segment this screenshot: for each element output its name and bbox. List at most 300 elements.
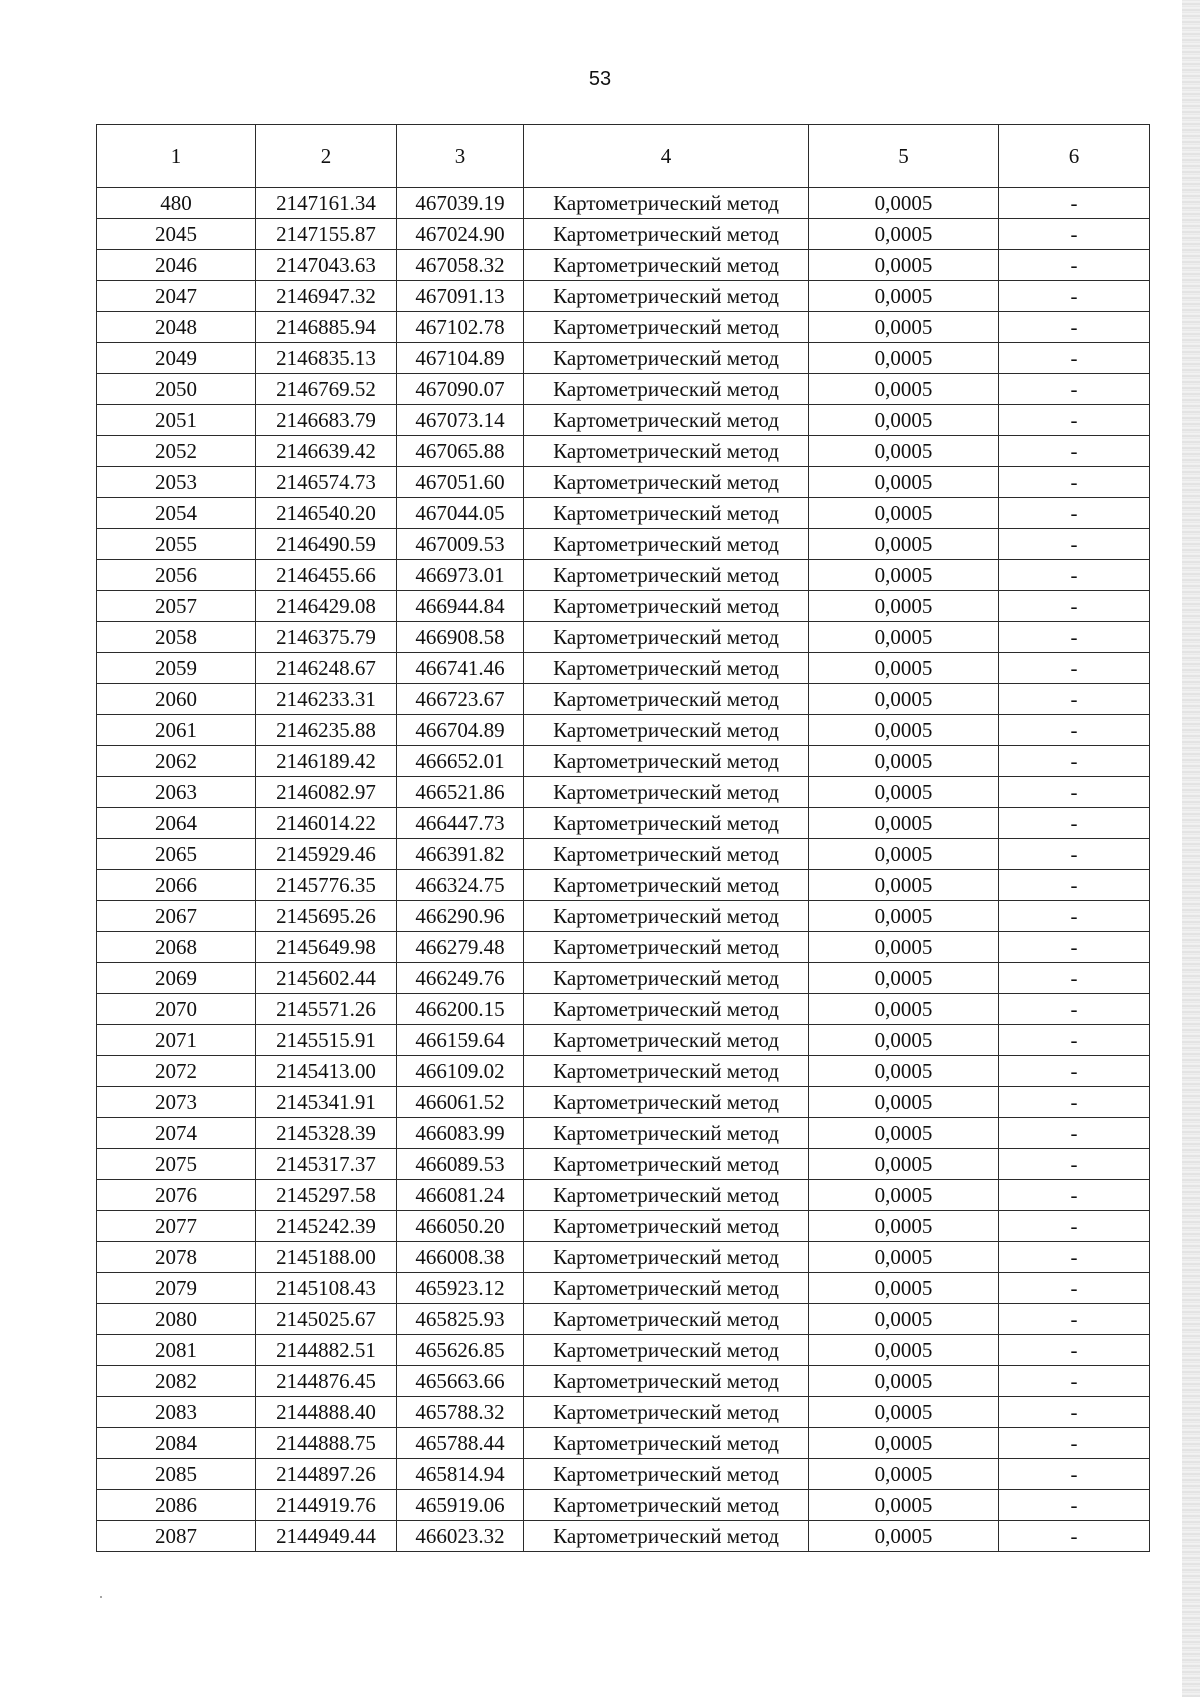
table-row [97, 1335, 1150, 1366]
point-number-cell: 2045 [97, 219, 256, 250]
method-cell: Картометрический метод [524, 498, 809, 529]
header-cell-3: 3 [397, 125, 524, 188]
point-number-cell: 2051 [97, 405, 256, 436]
note-cell: - [999, 808, 1150, 839]
y-coordinate-cell: 466159.64 [397, 1025, 524, 1056]
accuracy-cell: 0,0005 [809, 808, 999, 839]
note-cell: - [999, 653, 1150, 684]
accuracy-cell: 0,0005 [809, 1149, 999, 1180]
note-cell: - [999, 963, 1150, 994]
x-coordinate-cell: 2145571.26 [256, 994, 397, 1025]
table-row [97, 1304, 1150, 1335]
x-coordinate-cell: 2145188.00 [256, 1242, 397, 1273]
point-number-cell: 2064 [97, 808, 256, 839]
x-coordinate-cell: 2146375.79 [256, 622, 397, 653]
x-coordinate-cell: 2147161.34 [256, 188, 397, 219]
method-cell: Картометрический метод [524, 591, 809, 622]
table-row [97, 1118, 1150, 1149]
table-row [97, 1397, 1150, 1428]
method-cell: Картометрический метод [524, 715, 809, 746]
point-number-cell: 2072 [97, 1056, 256, 1087]
x-coordinate-cell: 2145515.91 [256, 1025, 397, 1056]
accuracy-cell: 0,0005 [809, 777, 999, 808]
y-coordinate-cell: 466447.73 [397, 808, 524, 839]
accuracy-cell: 0,0005 [809, 932, 999, 963]
note-cell: - [999, 1490, 1150, 1521]
table-row [97, 529, 1150, 560]
accuracy-cell: 0,0005 [809, 1521, 999, 1552]
method-cell: Картометрический метод [524, 1273, 809, 1304]
method-cell: Картометрический метод [524, 1180, 809, 1211]
scan-edge [1182, 0, 1200, 1697]
accuracy-cell: 0,0005 [809, 405, 999, 436]
method-cell: Картометрический метод [524, 1366, 809, 1397]
x-coordinate-cell: 2146540.20 [256, 498, 397, 529]
header-row [97, 125, 1150, 188]
x-coordinate-cell: 2144876.45 [256, 1366, 397, 1397]
accuracy-cell: 0,0005 [809, 715, 999, 746]
point-number-cell: 2086 [97, 1490, 256, 1521]
accuracy-cell: 0,0005 [809, 1242, 999, 1273]
table-row [97, 436, 1150, 467]
y-coordinate-cell: 466391.82 [397, 839, 524, 870]
x-coordinate-cell: 2146490.59 [256, 529, 397, 560]
note-cell: - [999, 343, 1150, 374]
x-coordinate-cell: 2145695.26 [256, 901, 397, 932]
note-cell: - [999, 188, 1150, 219]
table-row [97, 1273, 1150, 1304]
note-cell: - [999, 405, 1150, 436]
table-row [97, 405, 1150, 436]
y-coordinate-cell: 467039.19 [397, 188, 524, 219]
accuracy-cell: 0,0005 [809, 963, 999, 994]
y-coordinate-cell: 467090.07 [397, 374, 524, 405]
header-cell-5: 5 [809, 125, 999, 188]
accuracy-cell: 0,0005 [809, 684, 999, 715]
x-coordinate-cell: 2144888.40 [256, 1397, 397, 1428]
x-coordinate-cell: 2145108.43 [256, 1273, 397, 1304]
accuracy-cell: 0,0005 [809, 622, 999, 653]
method-cell: Картометрический метод [524, 405, 809, 436]
note-cell: - [999, 1459, 1150, 1490]
method-cell: Картометрический метод [524, 808, 809, 839]
point-number-cell: 2049 [97, 343, 256, 374]
method-cell: Картометрический метод [524, 746, 809, 777]
y-coordinate-cell: 467104.89 [397, 343, 524, 374]
table-row [97, 374, 1150, 405]
header-cell-6: 6 [999, 125, 1150, 188]
accuracy-cell: 0,0005 [809, 1273, 999, 1304]
accuracy-cell: 0,0005 [809, 994, 999, 1025]
point-number-cell: 2059 [97, 653, 256, 684]
table-row [97, 1211, 1150, 1242]
method-cell: Картометрический метод [524, 560, 809, 591]
table-row [97, 1459, 1150, 1490]
point-number-cell: 2061 [97, 715, 256, 746]
point-number-cell: 2068 [97, 932, 256, 963]
method-cell: Картометрический метод [524, 1459, 809, 1490]
table-row [97, 653, 1150, 684]
note-cell: - [999, 250, 1150, 281]
y-coordinate-cell: 466023.32 [397, 1521, 524, 1552]
accuracy-cell: 0,0005 [809, 312, 999, 343]
point-number-cell: 2056 [97, 560, 256, 591]
note-cell: - [999, 1025, 1150, 1056]
y-coordinate-cell: 466083.99 [397, 1118, 524, 1149]
note-cell: - [999, 994, 1150, 1025]
table-row [97, 250, 1150, 281]
accuracy-cell: 0,0005 [809, 1428, 999, 1459]
table-row [97, 1490, 1150, 1521]
x-coordinate-cell: 2146885.94 [256, 312, 397, 343]
accuracy-cell: 0,0005 [809, 560, 999, 591]
y-coordinate-cell: 467051.60 [397, 467, 524, 498]
point-number-cell: 2076 [97, 1180, 256, 1211]
note-cell: - [999, 839, 1150, 870]
note-cell: - [999, 281, 1150, 312]
x-coordinate-cell: 2146769.52 [256, 374, 397, 405]
table-row [97, 994, 1150, 1025]
table-row [97, 839, 1150, 870]
x-coordinate-cell: 2145328.39 [256, 1118, 397, 1149]
y-coordinate-cell: 465923.12 [397, 1273, 524, 1304]
x-coordinate-cell: 2145242.39 [256, 1211, 397, 1242]
table-row [97, 777, 1150, 808]
point-number-cell: 2070 [97, 994, 256, 1025]
method-cell: Картометрический метод [524, 1335, 809, 1366]
table-row [97, 1521, 1150, 1552]
accuracy-cell: 0,0005 [809, 529, 999, 560]
page-number: 53 [588, 68, 612, 90]
table-row [97, 901, 1150, 932]
note-cell: - [999, 1149, 1150, 1180]
y-coordinate-cell: 467102.78 [397, 312, 524, 343]
x-coordinate-cell: 2146429.08 [256, 591, 397, 622]
note-cell: - [999, 529, 1150, 560]
note-cell: - [999, 591, 1150, 622]
x-coordinate-cell: 2146947.32 [256, 281, 397, 312]
point-number-cell: 2050 [97, 374, 256, 405]
table-row [97, 1428, 1150, 1459]
point-number-cell: 2055 [97, 529, 256, 560]
x-coordinate-cell: 2146574.73 [256, 467, 397, 498]
accuracy-cell: 0,0005 [809, 1366, 999, 1397]
x-coordinate-cell: 2146014.22 [256, 808, 397, 839]
note-cell: - [999, 1397, 1150, 1428]
accuracy-cell: 0,0005 [809, 1304, 999, 1335]
accuracy-cell: 0,0005 [809, 436, 999, 467]
point-number-cell: 2083 [97, 1397, 256, 1428]
x-coordinate-cell: 2145602.44 [256, 963, 397, 994]
point-number-cell: 2048 [97, 312, 256, 343]
point-number-cell: 2073 [97, 1087, 256, 1118]
point-number-cell: 2063 [97, 777, 256, 808]
accuracy-cell: 0,0005 [809, 1180, 999, 1211]
note-cell: - [999, 1366, 1150, 1397]
point-number-cell: 2046 [97, 250, 256, 281]
note-cell: - [999, 715, 1150, 746]
y-coordinate-cell: 466723.67 [397, 684, 524, 715]
accuracy-cell: 0,0005 [809, 1397, 999, 1428]
point-number-cell: 2079 [97, 1273, 256, 1304]
table-row [97, 1149, 1150, 1180]
accuracy-cell: 0,0005 [809, 839, 999, 870]
note-cell: - [999, 622, 1150, 653]
note-cell: - [999, 374, 1150, 405]
table-row [97, 312, 1150, 343]
x-coordinate-cell: 2145025.67 [256, 1304, 397, 1335]
table-row [97, 1180, 1150, 1211]
table-row [97, 622, 1150, 653]
accuracy-cell: 0,0005 [809, 1087, 999, 1118]
x-coordinate-cell: 2145649.98 [256, 932, 397, 963]
y-coordinate-cell: 466290.96 [397, 901, 524, 932]
method-cell: Картометрический метод [524, 312, 809, 343]
method-cell: Картометрический метод [524, 1056, 809, 1087]
x-coordinate-cell: 2145413.00 [256, 1056, 397, 1087]
accuracy-cell: 0,0005 [809, 467, 999, 498]
note-cell: - [999, 1118, 1150, 1149]
y-coordinate-cell: 465919.06 [397, 1490, 524, 1521]
y-coordinate-cell: 467044.05 [397, 498, 524, 529]
method-cell: Картометрический метод [524, 1087, 809, 1118]
table-row [97, 808, 1150, 839]
point-number-cell: 2062 [97, 746, 256, 777]
note-cell: - [999, 498, 1150, 529]
note-cell: - [999, 870, 1150, 901]
y-coordinate-cell: 467009.53 [397, 529, 524, 560]
method-cell: Картометрический метод [524, 374, 809, 405]
x-coordinate-cell: 2144949.44 [256, 1521, 397, 1552]
note-cell: - [999, 684, 1150, 715]
y-coordinate-cell: 466008.38 [397, 1242, 524, 1273]
point-number-cell: 2077 [97, 1211, 256, 1242]
x-coordinate-cell: 2144897.26 [256, 1459, 397, 1490]
point-number-cell: 2081 [97, 1335, 256, 1366]
note-cell: - [999, 1304, 1150, 1335]
note-cell: - [999, 1211, 1150, 1242]
accuracy-cell: 0,0005 [809, 219, 999, 250]
x-coordinate-cell: 2144882.51 [256, 1335, 397, 1366]
y-coordinate-cell: 466050.20 [397, 1211, 524, 1242]
y-coordinate-cell: 467058.32 [397, 250, 524, 281]
method-cell: Картометрический метод [524, 1490, 809, 1521]
table-row [97, 932, 1150, 963]
method-cell: Картометрический метод [524, 684, 809, 715]
note-cell: - [999, 746, 1150, 777]
x-coordinate-cell: 2146835.13 [256, 343, 397, 374]
header-cell-2: 2 [256, 125, 397, 188]
y-coordinate-cell: 467091.13 [397, 281, 524, 312]
y-coordinate-cell: 466973.01 [397, 560, 524, 591]
x-coordinate-cell: 2145929.46 [256, 839, 397, 870]
table-row [97, 1056, 1150, 1087]
table-row [97, 343, 1150, 374]
note-cell: - [999, 777, 1150, 808]
method-cell: Картометрический метод [524, 870, 809, 901]
x-coordinate-cell: 2146248.67 [256, 653, 397, 684]
table-row [97, 1087, 1150, 1118]
point-number-cell: 2066 [97, 870, 256, 901]
accuracy-cell: 0,0005 [809, 498, 999, 529]
note-cell: - [999, 932, 1150, 963]
point-number-cell: 2047 [97, 281, 256, 312]
y-coordinate-cell: 465663.66 [397, 1366, 524, 1397]
table-row [97, 560, 1150, 591]
accuracy-cell: 0,0005 [809, 1025, 999, 1056]
y-coordinate-cell: 466249.76 [397, 963, 524, 994]
coordinates-table [96, 124, 1150, 1552]
y-coordinate-cell: 466081.24 [397, 1180, 524, 1211]
method-cell: Картометрический метод [524, 839, 809, 870]
method-cell: Картометрический метод [524, 1428, 809, 1459]
table-row [97, 1366, 1150, 1397]
accuracy-cell: 0,0005 [809, 591, 999, 622]
x-coordinate-cell: 2145341.91 [256, 1087, 397, 1118]
note-cell: - [999, 436, 1150, 467]
method-cell: Картометрический метод [524, 653, 809, 684]
point-number-cell: 2052 [97, 436, 256, 467]
point-number-cell: 2071 [97, 1025, 256, 1056]
table-row [97, 1025, 1150, 1056]
point-number-cell: 2078 [97, 1242, 256, 1273]
point-number-cell: 2057 [97, 591, 256, 622]
accuracy-cell: 0,0005 [809, 1118, 999, 1149]
point-number-cell: 2065 [97, 839, 256, 870]
table-row [97, 746, 1150, 777]
table-row [97, 498, 1150, 529]
x-coordinate-cell: 2146189.42 [256, 746, 397, 777]
table-header [97, 125, 1150, 188]
y-coordinate-cell: 466279.48 [397, 932, 524, 963]
note-cell: - [999, 901, 1150, 932]
accuracy-cell: 0,0005 [809, 653, 999, 684]
table-row [97, 1242, 1150, 1273]
method-cell: Картометрический метод [524, 777, 809, 808]
header-cell-1: 1 [97, 125, 256, 188]
scan-speck [100, 1596, 102, 1598]
method-cell: Картометрический метод [524, 994, 809, 1025]
note-cell: - [999, 1087, 1150, 1118]
point-number-cell: 2054 [97, 498, 256, 529]
accuracy-cell: 0,0005 [809, 188, 999, 219]
point-number-cell: 2053 [97, 467, 256, 498]
point-number-cell: 2060 [97, 684, 256, 715]
accuracy-cell: 0,0005 [809, 1335, 999, 1366]
accuracy-cell: 0,0005 [809, 374, 999, 405]
x-coordinate-cell: 2145297.58 [256, 1180, 397, 1211]
y-coordinate-cell: 467065.88 [397, 436, 524, 467]
accuracy-cell: 0,0005 [809, 1056, 999, 1087]
point-number-cell: 2084 [97, 1428, 256, 1459]
accuracy-cell: 0,0005 [809, 870, 999, 901]
method-cell: Картометрический метод [524, 1118, 809, 1149]
point-number-cell: 2080 [97, 1304, 256, 1335]
method-cell: Картометрический метод [524, 1242, 809, 1273]
accuracy-cell: 0,0005 [809, 746, 999, 777]
y-coordinate-cell: 465788.44 [397, 1428, 524, 1459]
y-coordinate-cell: 465788.32 [397, 1397, 524, 1428]
table-row [97, 591, 1150, 622]
accuracy-cell: 0,0005 [809, 343, 999, 374]
note-cell: - [999, 1428, 1150, 1459]
point-number-cell: 2058 [97, 622, 256, 653]
method-cell: Картометрический метод [524, 188, 809, 219]
y-coordinate-cell: 466652.01 [397, 746, 524, 777]
method-cell: Картометрический метод [524, 1397, 809, 1428]
table-row [97, 219, 1150, 250]
accuracy-cell: 0,0005 [809, 281, 999, 312]
x-coordinate-cell: 2145317.37 [256, 1149, 397, 1180]
point-number-cell: 2074 [97, 1118, 256, 1149]
table-row [97, 684, 1150, 715]
x-coordinate-cell: 2146082.97 [256, 777, 397, 808]
x-coordinate-cell: 2145776.35 [256, 870, 397, 901]
x-coordinate-cell: 2146235.88 [256, 715, 397, 746]
x-coordinate-cell: 2147043.63 [256, 250, 397, 281]
point-number-cell: 2075 [97, 1149, 256, 1180]
note-cell: - [999, 219, 1150, 250]
y-coordinate-cell: 466944.84 [397, 591, 524, 622]
note-cell: - [999, 1273, 1150, 1304]
method-cell: Картометрический метод [524, 1304, 809, 1335]
table-row [97, 281, 1150, 312]
note-cell: - [999, 1056, 1150, 1087]
header-cell-4: 4 [524, 125, 809, 188]
table-row [97, 870, 1150, 901]
y-coordinate-cell: 467073.14 [397, 405, 524, 436]
table-body [97, 188, 1150, 1552]
point-number-cell: 480 [97, 188, 256, 219]
method-cell: Картометрический метод [524, 901, 809, 932]
table-row [97, 467, 1150, 498]
point-number-cell: 2067 [97, 901, 256, 932]
x-coordinate-cell: 2146683.79 [256, 405, 397, 436]
accuracy-cell: 0,0005 [809, 1490, 999, 1521]
x-coordinate-cell: 2144888.75 [256, 1428, 397, 1459]
y-coordinate-cell: 466089.53 [397, 1149, 524, 1180]
table-row [97, 188, 1150, 219]
accuracy-cell: 0,0005 [809, 1459, 999, 1490]
note-cell: - [999, 1242, 1150, 1273]
x-coordinate-cell: 2146455.66 [256, 560, 397, 591]
method-cell: Картометрический метод [524, 343, 809, 374]
x-coordinate-cell: 2146639.42 [256, 436, 397, 467]
y-coordinate-cell: 465825.93 [397, 1304, 524, 1335]
accuracy-cell: 0,0005 [809, 250, 999, 281]
note-cell: - [999, 560, 1150, 591]
y-coordinate-cell: 466200.15 [397, 994, 524, 1025]
y-coordinate-cell: 466061.52 [397, 1087, 524, 1118]
method-cell: Картометрический метод [524, 529, 809, 560]
method-cell: Картометрический метод [524, 1211, 809, 1242]
note-cell: - [999, 467, 1150, 498]
method-cell: Картометрический метод [524, 219, 809, 250]
point-number-cell: 2085 [97, 1459, 256, 1490]
x-coordinate-cell: 2144919.76 [256, 1490, 397, 1521]
method-cell: Картометрический метод [524, 250, 809, 281]
method-cell: Картометрический метод [524, 281, 809, 312]
y-coordinate-cell: 466521.86 [397, 777, 524, 808]
x-coordinate-cell: 2147155.87 [256, 219, 397, 250]
point-number-cell: 2082 [97, 1366, 256, 1397]
method-cell: Картометрический метод [524, 622, 809, 653]
y-coordinate-cell: 465626.85 [397, 1335, 524, 1366]
y-coordinate-cell: 466109.02 [397, 1056, 524, 1087]
note-cell: - [999, 312, 1150, 343]
note-cell: - [999, 1180, 1150, 1211]
y-coordinate-cell: 466908.58 [397, 622, 524, 653]
